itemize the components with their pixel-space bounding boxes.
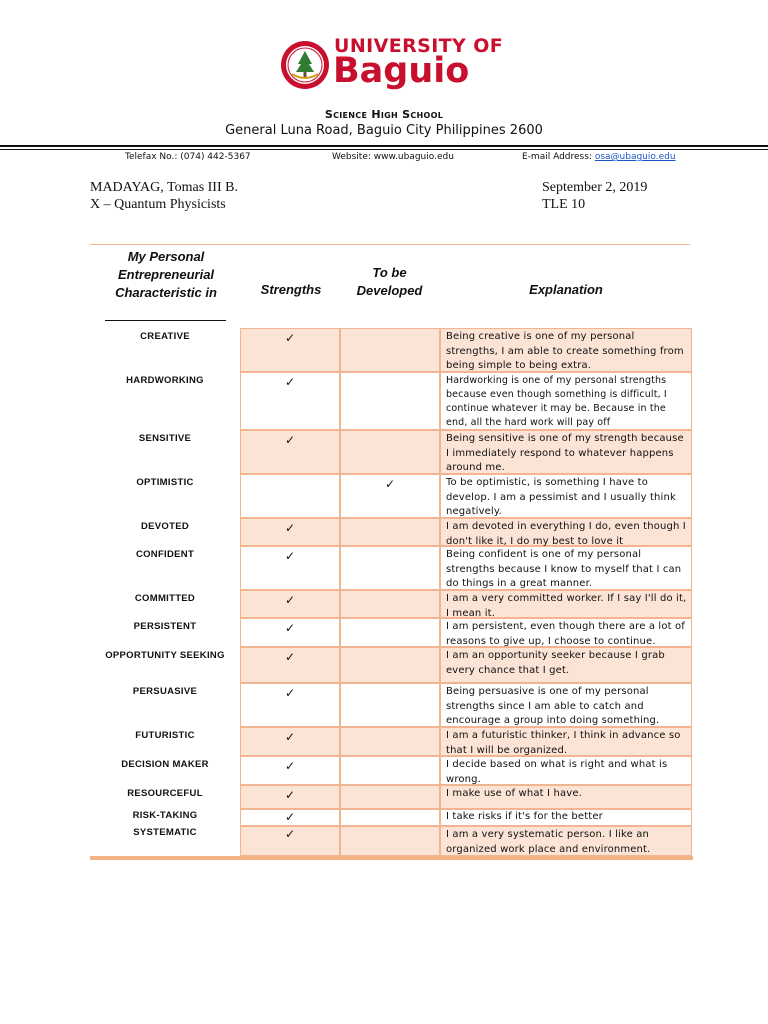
check-icon: ✓ [284,621,296,635]
subject: TLE 10 [542,197,586,212]
strength-cell [240,826,340,856]
explanation-cell: I am a very committed worker. If I say I'll do it, I mean it. [440,590,692,618]
strength-cell [240,430,340,474]
table-row [90,328,690,372]
strength-cell [240,785,340,809]
explanation-cell: I take risks if it's for the better [440,809,692,826]
trait-cell: PERSUASIVE [132,686,198,697]
strength-cell [240,809,340,826]
develop-cell [340,430,440,474]
table-row [90,590,690,618]
trait-cell: DEVOTED [140,521,190,532]
telefax: Telefax No.: (074) 442-5367 [125,152,251,162]
check-icon: ✓ [284,433,296,447]
student-name: MADAYAG, Tomas III B. [90,180,238,195]
table-row [90,683,690,727]
check-icon: ✓ [284,810,296,824]
trait-cell: RISK-TAKING [132,810,198,821]
trait-cell: OPTIMISTIC [136,477,194,488]
explanation-cell: I am a futuristic thinker, I think in advance so that I will be organized. [440,727,692,756]
header-characteristic: My Personal Entrepreneurial Characteristic in [115,249,217,300]
strength-cell [240,756,340,785]
student-section: X – Quantum Physicists [90,197,226,212]
trait-cell: PERSISTENT [133,621,197,632]
table-row [90,518,690,546]
develop-cell [340,785,440,809]
trait-cell: DECISION MAKER [121,759,209,770]
strength-cell [240,590,340,618]
table-row [90,372,690,430]
strength-cell [240,647,340,683]
develop-cell [340,727,440,756]
document-date: September 2, 2019 [542,180,648,195]
develop-cell [340,372,440,430]
explanation-cell: To be optimistic, is something I have to develop. I am a pessimist and I usually think negatively. [440,474,692,518]
develop-cell [340,518,440,546]
header-rule [0,145,768,147]
check-icon: ✓ [384,477,396,491]
explanation-cell: I decide based on what is right and what is wrong. [440,756,692,785]
table-row [90,809,690,826]
check-icon: ✓ [284,827,296,841]
trait-cell: HARDWORKING [126,375,204,386]
header-blank-line [105,320,226,321]
strength-cell [240,546,340,590]
university-name: Baguio [333,51,470,91]
strength-cell [240,474,340,518]
explanation-cell: Being sensitive is one of my strength because I immediately respond to whatever happens around me. [440,430,692,474]
develop-cell [340,546,440,590]
table-row [90,474,690,518]
check-icon: ✓ [284,686,296,700]
header-strengths: Strengths [260,282,322,297]
explanation-cell: Being persuasive is one of my personal strengths since I am able to catch and encourage a group into doing something. [440,683,692,727]
email-link[interactable]: osa@ubaguio.edu [594,152,676,162]
trait-cell: CREATIVE [140,331,190,342]
website[interactable]: Website: www.ubaguio.edu [332,152,454,162]
explanation-cell: I am a very systematic person. I like an organized work place and environment. [440,826,692,856]
school-address: General Luna Road, Baguio City Philippines 2600 [225,123,543,138]
explanation-cell: Hardworking is one of my personal strengths because even though something is difficult, I continue whatever it may be. Because in the end, all the hard work will pay off [440,372,692,430]
table-row [90,756,690,785]
header-explanation: Explanation [529,282,603,297]
university-seal-icon [280,40,330,90]
school-name: Science High School [324,108,444,121]
table-bottom-border [90,856,693,860]
trait-cell: FUTURISTIC [135,730,195,741]
trait-cell: OPPORTUNITY SEEKING [105,650,225,661]
explanation-cell: Being creative is one of my personal strengths, I am able to create something from being simple to being extra. [440,328,692,372]
develop-cell [340,328,440,372]
explanation-cell: I am an opportunity seeker because I grab every chance that I get. [440,647,692,683]
table-row [90,546,690,590]
check-icon: ✓ [284,593,296,607]
trait-cell: RESOURCEFUL [127,788,203,799]
develop-cell [340,647,440,683]
develop-cell [340,474,440,518]
check-icon: ✓ [284,331,296,345]
check-icon: ✓ [284,759,296,773]
check-icon: ✓ [284,375,296,389]
check-icon: ✓ [284,788,296,802]
develop-cell [340,618,440,647]
strength-cell [240,683,340,727]
header-to-be-developed: To be Developed [356,265,423,298]
table-row [90,727,690,756]
table-row [90,785,690,809]
check-icon: ✓ [284,521,296,535]
develop-cell [340,809,440,826]
explanation-cell: I make use of what I have. [440,785,692,809]
university-line: UNIVERSITY OF [334,35,504,57]
table-row [90,647,690,683]
email-line [522,152,676,162]
develop-cell [340,826,440,856]
explanation-cell: I am devoted in everything I do, even though I don't like it, I do my best to love it [440,518,692,546]
strength-cell [240,372,340,430]
trait-cell: CONFIDENT [135,549,195,560]
check-icon: ✓ [284,730,296,744]
explanation-cell: Being confident is one of my personal strengths because I know to myself that I can do things in a great manner. [440,546,692,590]
table-top-border [90,244,690,245]
develop-cell [340,590,440,618]
trait-cell: SENSITIVE [138,433,192,444]
email-label: E-mail Address: [522,152,595,162]
strength-cell [240,328,340,372]
trait-cell: SYSTEMATIC [133,827,197,838]
table-row [90,618,690,647]
check-icon: ✓ [284,549,296,563]
explanation-cell: I am persistent, even though there are a lot of reasons to give up, I choose to continue. [440,618,692,647]
table-row [90,430,690,474]
check-icon: ✓ [284,650,296,664]
table-row [90,826,690,856]
strength-cell [240,518,340,546]
trait-cell: COMMITTED [134,593,196,604]
strength-cell [240,727,340,756]
develop-cell [340,756,440,785]
develop-cell [340,683,440,727]
header-rule-thin [0,149,768,150]
strength-cell [240,618,340,647]
